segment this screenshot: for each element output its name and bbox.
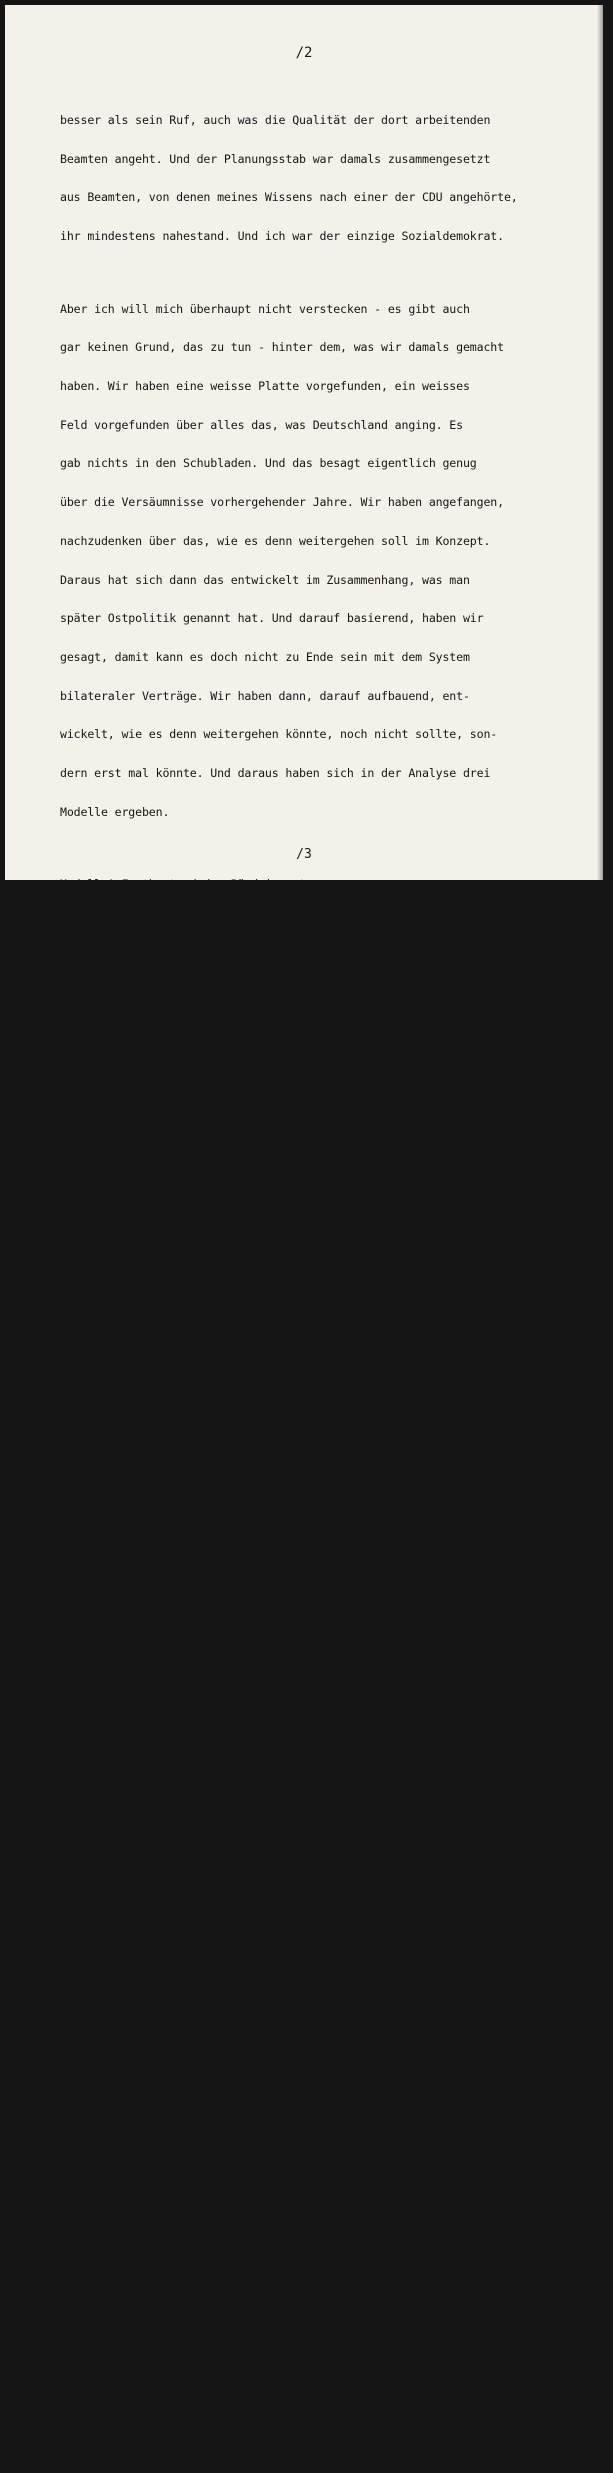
text-line: Modell B Bündnissysteme bestehen fort mit Vereinbarungen zwischen [60, 916, 504, 931]
text-line: die Tatsache, dass in den vor uns liegenden Jahren noch stärker [60, 1864, 491, 1879]
answer-label: Antwort: [60, 2241, 115, 2256]
text-line: über die Versäumnisse vorhergehender Jahre. Wir haben angefangen, [60, 495, 504, 510]
text-line: auch verfestigen. Das wird das Wahrscheinliche sein. Es ist ja [60, 1298, 484, 1313]
text-line: republik Deutschland oder für Deutschland überhaupt. Ich bin [60, 2425, 470, 2440]
text-line: 2. Ich glaube rückblickend, dass wir die Globalität unter- [60, 1787, 457, 1801]
text-line: Deutschland, wann auch immer und wie auch immer. Stimmt das? [60, 2169, 470, 2184]
document-page [5, 5, 603, 2440]
text-line: Also sie haben sich in dem einen Punkte jedenfalls [114, 1598, 463, 1613]
text-line: Denkmodelle hätten sich überholt. Inwieweit haben sie sich [60, 1448, 457, 1463]
text-line: dass sich B weiterentwickelt; d.h. die Bündnissysteme werden [60, 1220, 470, 1235]
text-line: worden ist, Sie verfolgten weiter Neutralitätspläne für ein [60, 2130, 463, 2145]
answer-label: Antwort: [60, 2386, 115, 2401]
text-line: C Auflösung der Bündnissysteme. [60, 993, 272, 1008]
text-line: bilateraler Verträge. Wir haben dann, darauf aufbauend, ent- [60, 688, 470, 703]
text-line: gar keinen Grund, das zu tun - hinter dem, was wir damals gemacht [60, 340, 504, 355]
text-line: haben. Wir haben eine weisse Platte vorgefunden, ein weisses [60, 378, 470, 393]
answer-unsinn [60, 2362, 600, 2465]
text-line: Ich habe nie Neutralitätspläne verfolgt. [114, 2241, 395, 2256]
text-line: schätzt haben, die heute, 10 Jahre später, zu sehen ist. D.h. [60, 1825, 477, 1840]
question-ausfuehren [60, 2290, 600, 2355]
text-line: später Ostpolitik genannt hat. Und darauf basierend, haben wir [60, 611, 484, 626]
text-line: nachzudenken über das, wie es denn weitergehen soll im Konzept. [60, 533, 491, 548]
text-line: zu einer Verhärtung oder zu einem blossen sterilen feindseligen [60, 1675, 491, 1690]
text-line: denn auch wohl geworden. [60, 1337, 224, 1352]
text-line: überholt, inwieweit wurden sie weiterentwickelt, und wo denken [60, 1487, 484, 1502]
text-line: Nun haben Sie doch in den letzten Tagen erklärt, diese [100, 1409, 477, 1424]
text-line: mehr europäisch, ja nicht einmal mehr atlantisch lösen kann. [60, 1941, 470, 1956]
text-line: Könnten Sie das mal ausführen? [100, 2314, 313, 2329]
paragraph-models [60, 853, 600, 1034]
text-line: gab nichts in den Schubladen. Und das besagt eigentlich genug [60, 456, 477, 471]
body-text [60, 88, 600, 2473]
text-line: sichtbar werden wird, dass man grosse Probleme eigentlich nicht [60, 1903, 491, 1918]
text-line: Und ich muss sagen, auch wenn die Zeit natürlich weitergegangen [60, 1066, 491, 1081]
text-line: Modell A Fortbestand der Bündnissysteme, [60, 877, 334, 892]
text-line: Feld vorgefunden über alles das, was Deutschland anging. Es [60, 417, 463, 432]
text-line: besser als sein Ruf, auch was die Qualität der dort arbeitenden [60, 112, 491, 127]
text-line: Aber ich will mich überhaupt nicht verstecken - es gibt auch [60, 301, 470, 316]
text-line: Weil Neutralität Unsinn ist, jedenfalls für die Bundes- [114, 2386, 498, 2401]
text-line: stimmt. Das sind die drei Grundmöglichkeiten, die es gibt. Und [60, 1143, 484, 1158]
text-line: Nebeneinander gekommen, sondern es ist weitergegangen. [60, 1714, 429, 1729]
text-line: Beamten angeht. Und der Planungsstab war damals zusammengesetzt [60, 151, 491, 166]
answer-ueberholt [60, 1574, 600, 1755]
page-number: /2 [295, 45, 313, 61]
text-line: aus Beamten, von denen meines Wissens nach einer der CDU angehörte, [60, 190, 518, 205]
question-label: Frage: [60, 1409, 101, 1424]
text-line: Vereinbarungen untereinander schliessen, sie werden sich dadurch [60, 1259, 498, 1274]
next-page-marker: /3 [296, 847, 312, 862]
text-line: ihnen, d.h. Verbindungen zwischen ihnen und [60, 954, 354, 969]
answer-nie [60, 2217, 600, 2282]
text-line: Daraus hat sich dann das entwickelt im Zusammenhang, was man [60, 572, 470, 587]
paragraph-retrospective [60, 1041, 600, 1377]
text-line: dem, wie ich glaube, genügend offensiv bisher entgegengetreten [60, 2091, 484, 2106]
text-line: Sie heute weiter? [60, 1525, 177, 1540]
text-line: dass eigentlich von Ihrer Seite - jetzt nicht Ihnen persönlich - [60, 2053, 498, 2068]
text-line: wickelt, wie es denn weitergehen könnte, noch nicht sollte, son- [60, 727, 498, 742]
paragraph-intro [60, 88, 600, 269]
question-neutralitaet [60, 1990, 600, 2209]
text-line: Ihnen wird vorgeworfen von seiten der Opposition, ohne [100, 2014, 477, 2029]
text-line: überholt: A ist schon weggefallen. Es ist Gott sei Dank nicht [60, 1637, 477, 1652]
text-line: gesagt, damit kann es doch nicht zu Ende sein mit dem System [60, 649, 470, 664]
question-label: Frage: [60, 2014, 101, 2029]
paragraph-planning [60, 277, 600, 845]
question-label: Frage: [60, 2314, 101, 2329]
paragraph-globalitaet [60, 1762, 600, 1981]
text-line: ihr mindestens nahestand. Und ich war der einzige Sozialdemokrat. [60, 228, 504, 243]
text-line: Modelle ergeben. [60, 804, 170, 819]
text-line: dern erst mal könnte. Und daraus haben sich in der Analyse drei [60, 766, 491, 781]
answer-label: Antwort: [60, 1598, 115, 1613]
text-line: wir haben sogar gesagt, das Wahrscheinliche würde wohl sein, [60, 1182, 470, 1197]
question-denkmodelle [60, 1385, 600, 1566]
text-line: ist, rückblickend, der Ansatz war völlig korrekt, die Analyse [60, 1104, 477, 1119]
